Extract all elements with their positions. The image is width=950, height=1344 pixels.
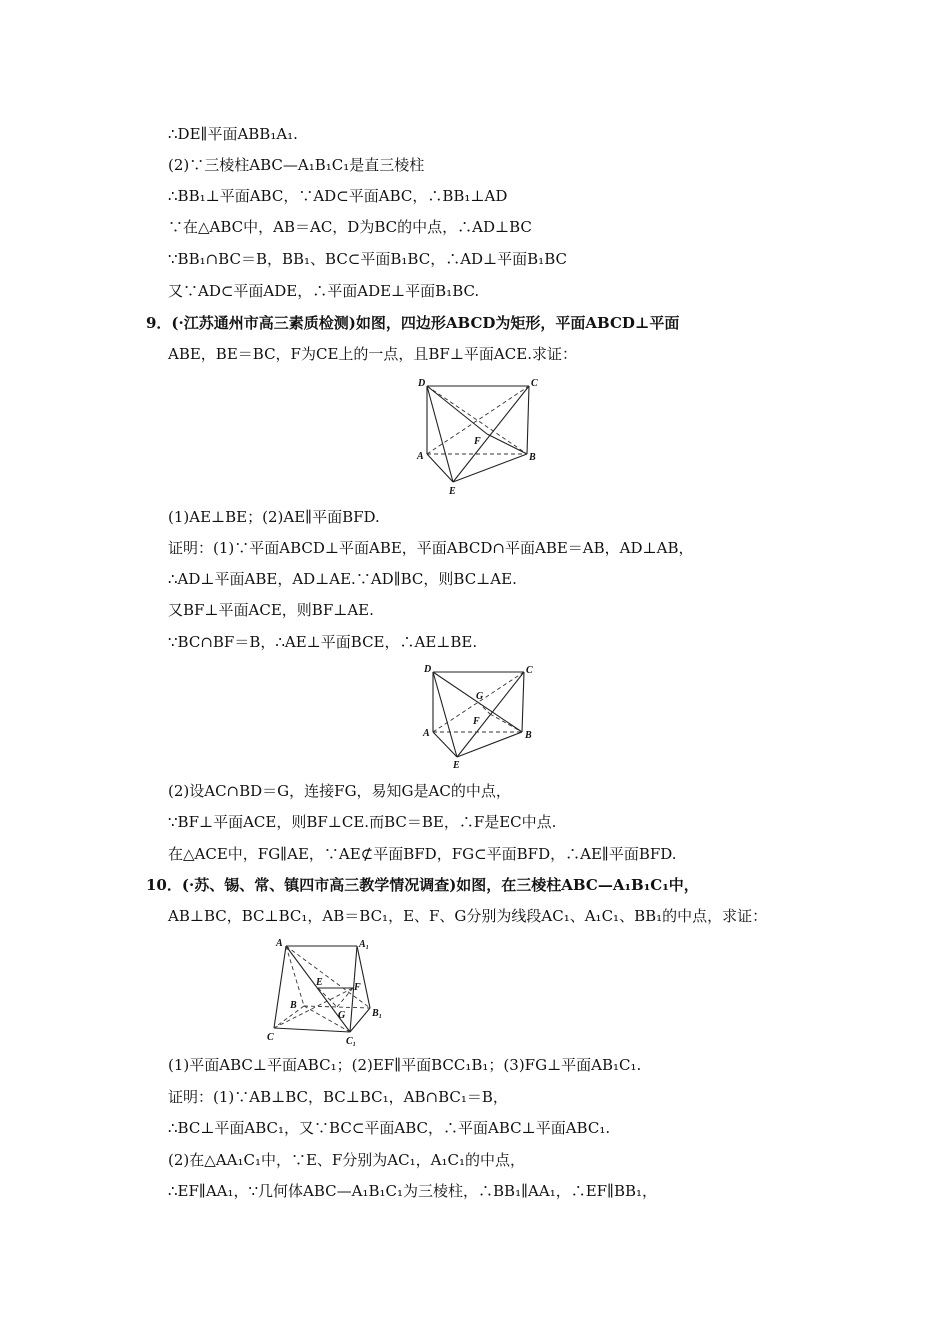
problem-9-heading: 9．(·江苏通州市高三素质检测)如图，四边形ABCD为矩形，平面ABCD⊥平面 — [146, 314, 680, 332]
label-G: G — [338, 1010, 346, 1021]
text-line: (2)∵三棱柱ABC—A₁B₁C₁是直三棱柱 — [168, 156, 425, 174]
label-F: F — [354, 982, 361, 993]
label-C1: C₁ — [346, 1036, 357, 1047]
text-line: ∵BC∩BF＝B，∴AE⊥平面BCE，∴AE⊥BE. — [168, 633, 478, 651]
text-line: ∴BB₁⊥平面ABC，∵AD⊂平面ABC，∴BB₁⊥AD — [168, 187, 508, 205]
label-D: D — [424, 664, 432, 675]
label-B: B — [525, 730, 532, 741]
text-line: 证明：(1)∵平面ABCD⊥平面ABE，平面ABCD∩平面ABE＝AB，AD⊥AB， — [168, 539, 694, 557]
label-B: B — [529, 452, 536, 463]
text-line: ∵在△ABC中，AB＝AC，D为BC的中点，∴AD⊥BC — [168, 218, 532, 236]
text-line: AB⊥BC，BC⊥BC₁，AB＝BC₁，E、F、G分别为线段AC₁、A₁C₁、BB₁的中点，求证： — [168, 907, 768, 925]
figure-3-triangular-prism — [264, 936, 394, 1048]
text-line: 在△ACE中，FG∥AE，∵AE⊄平面BFD，FG⊂平面BFD，∴AE∥平面BFD. — [168, 845, 677, 863]
label-B: B — [290, 1000, 297, 1011]
text-line: ∵BB₁∩BC＝B，BB₁、BC⊂平面B₁BC，∴AD⊥平面B₁BC — [168, 250, 567, 268]
text-line: ∴DE∥平面ABB₁A₁. — [168, 125, 298, 143]
label-G: G — [476, 691, 484, 702]
text-line: (2)在△AA₁C₁中，∵E、F分别为AC₁，A₁C₁的中点， — [168, 1151, 525, 1169]
figure-1-rect-prism — [412, 374, 542, 498]
text-line: (1)AE⊥BE；(2)AE∥平面BFD. — [168, 508, 380, 526]
label-E: E — [449, 486, 456, 497]
text-line: ∵BF⊥平面ACE，则BF⊥CE.而BC＝BE，∴F是EC中点. — [168, 813, 557, 831]
label-E: E — [316, 977, 323, 988]
text-line: 又BF⊥平面ACE，则BF⊥AE. — [168, 601, 374, 619]
text-line: ABE，BE＝BC，F为CE上的一点，且BF⊥平面ACE.求证： — [168, 345, 577, 363]
label-F: F — [474, 436, 481, 447]
text-line: ∴AD⊥平面ABE，AD⊥AE.∵AD∥BC，则BC⊥AE. — [168, 570, 517, 588]
text-line: 又∵AD⊂平面ADE，∴平面ADE⊥平面B₁BC. — [168, 282, 480, 300]
label-E: E — [453, 760, 460, 770]
label-A: A — [417, 451, 424, 462]
text-line: ∴BC⊥平面ABC₁，又∵BC⊂平面ABC，∴平面ABC⊥平面ABC₁. — [168, 1119, 611, 1137]
label-F: F — [473, 716, 480, 727]
label-C: C — [531, 378, 538, 389]
text-line: ∴EF∥AA₁，∵几何体ABC—A₁B₁C₁为三棱柱，∴BB₁∥AA₁，∴EF∥BB₁， — [168, 1182, 658, 1200]
problem-10-heading: 10．(·苏、锡、常、镇四市高三教学情况调查)如图，在三棱柱ABC—A₁B₁C₁中， — [146, 876, 699, 894]
label-B1: B₁ — [372, 1008, 383, 1019]
text-line: (2)设AC∩BD＝G，连接FG，易知G是AC的中点， — [168, 782, 511, 800]
text-line: (1)平面ABC⊥平面ABC₁；(2)EF∥平面BCC₁B₁；(3)FG⊥平面AB₁C₁. — [168, 1056, 642, 1074]
label-A: A — [423, 728, 430, 739]
figure-2-rect-prism — [420, 662, 540, 770]
label-A1: A₁ — [359, 939, 370, 950]
label-A: A — [276, 938, 283, 949]
label-D: D — [418, 378, 426, 389]
text-line: 证明：(1)∵AB⊥BC，BC⊥BC₁，AB∩BC₁＝B， — [168, 1088, 508, 1106]
label-C: C — [267, 1032, 274, 1043]
label-C: C — [526, 665, 533, 676]
